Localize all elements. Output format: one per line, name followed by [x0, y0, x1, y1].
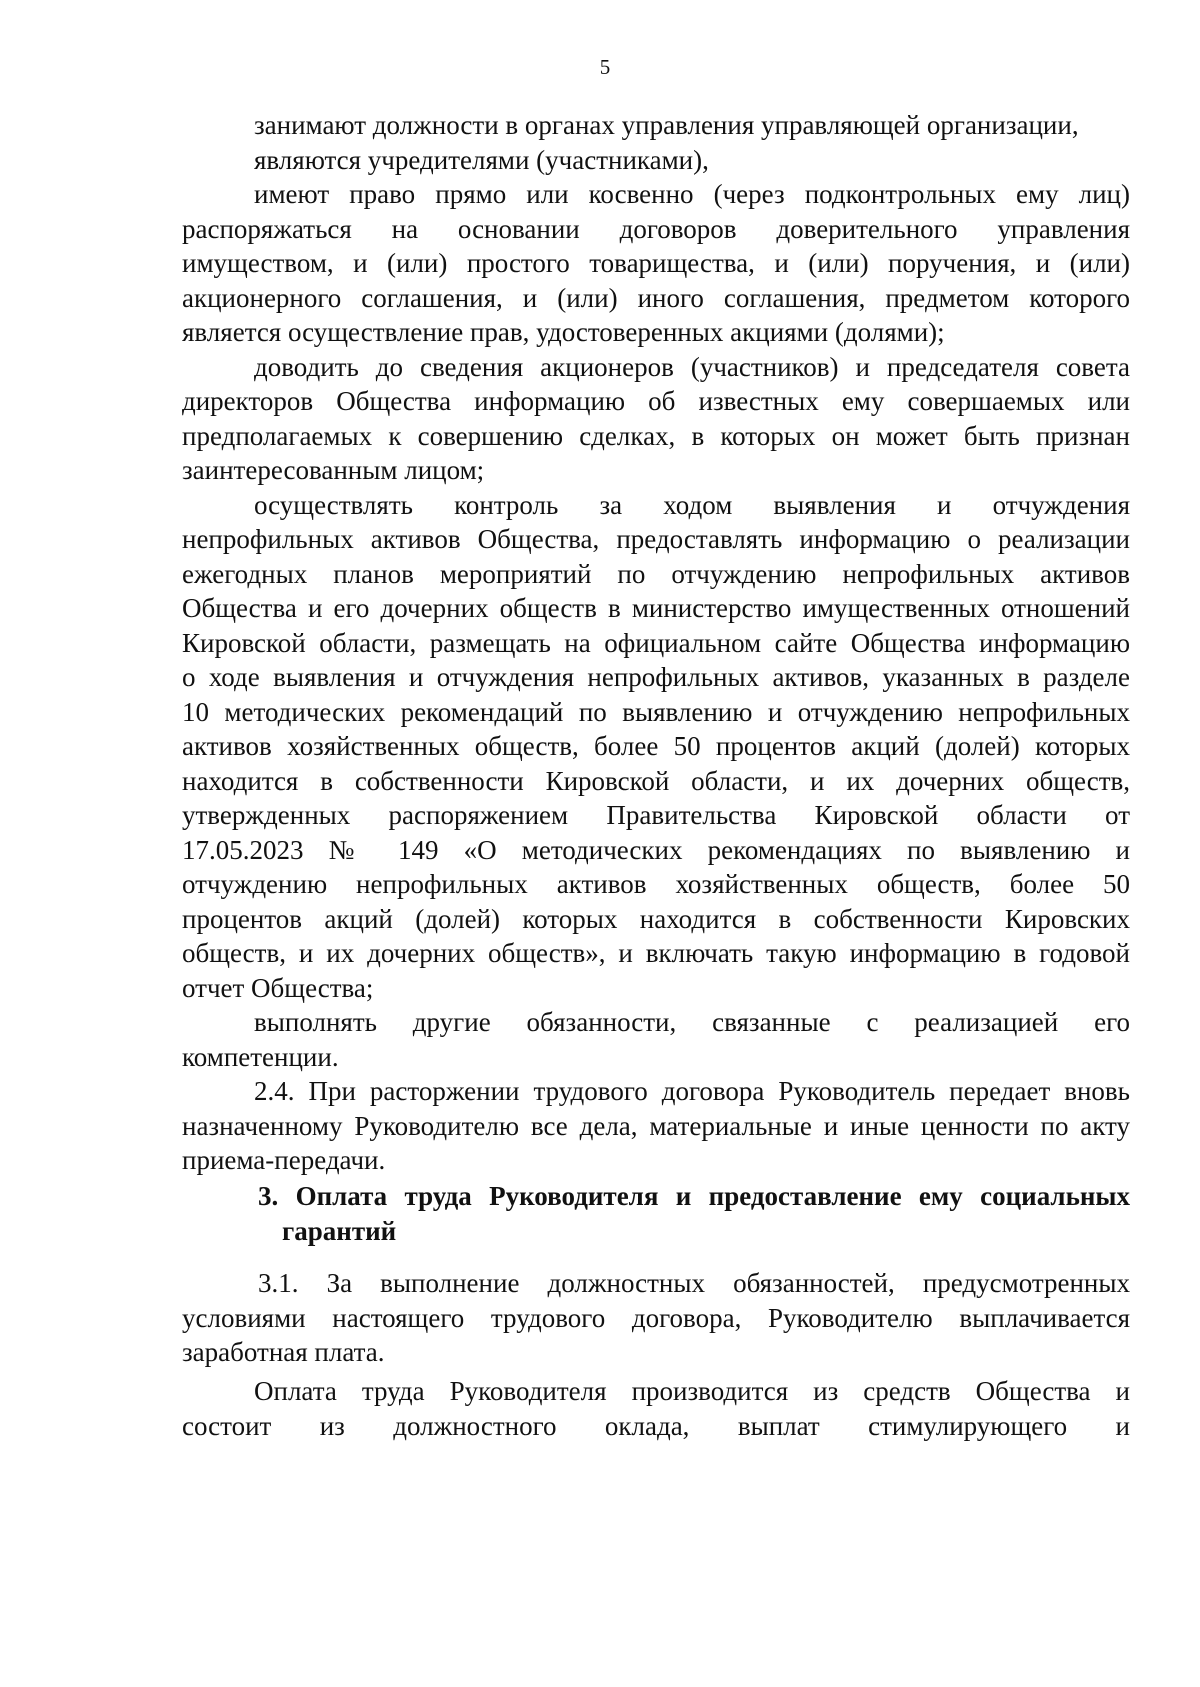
text-line: заработная плата.: [182, 1337, 385, 1367]
text-line: 3.1. За выполнение должностных обязанностей, предусмотренных: [258, 1268, 1130, 1298]
body-text-block-1: [182, 108, 1130, 1178]
text-line: акционерного соглашения, и (или) иного соглашения, предметом которого: [182, 282, 1130, 313]
text-line: отчуждению непрофильных активов хозяйственных обществ, более 50: [182, 869, 1130, 899]
text-line: 17.05.2023 № 149 «О методических рекомендациях по выявлению и: [182, 834, 1130, 865]
text-line: утвержденных распоряжением Правительства Кировской области от: [182, 800, 1130, 830]
text-line: отчет Общества;: [182, 972, 374, 1003]
text-line: назначенному Руководителю все дела, материальные и иные ценности по акту: [182, 1110, 1130, 1141]
text-line: 10 методических рекомендаций по выявлению и отчуждению непрофильных: [182, 696, 1130, 727]
text-line: находится в собственности Кировской области, и их дочерних обществ,: [182, 765, 1130, 796]
text-line: выполнять другие обязанности, связанные с реализацией его: [254, 1007, 1130, 1037]
body-text-block-3: [182, 1374, 1130, 1443]
text-line: непрофильных активов Общества, предоставлять информацию о реализации: [182, 524, 1130, 554]
section-heading-line: 3. Оплата труда Руководителя и предоставление ему социальных: [258, 1181, 1130, 1211]
text-line: Общества и его дочерних обществ в министерство имущественных отношений: [182, 593, 1130, 623]
page-number: 5: [599, 55, 611, 79]
text-line: состоит из должностного оклада, выплат стимулирующего и: [182, 1410, 1130, 1441]
text-line: директоров Общества информацию об известных ему совершаемых или: [182, 386, 1130, 416]
text-line: активов хозяйственных обществ, более 50 процентов акций (долей) которых: [182, 731, 1130, 761]
text-line: условиями настоящего трудового договора, Руководителю выплачивается: [182, 1302, 1130, 1333]
text-line: обществ, и их дочерних обществ», и включать такую информацию в годовой: [182, 938, 1130, 968]
text-line: Кировской области, размещать на официальном сайте Общества информацию: [182, 627, 1130, 658]
text-line: имеют право прямо или косвенно (через подконтрольных ему лиц): [254, 179, 1130, 209]
text-line: о ходе выявления и отчуждения непрофильных активов, указанных в разделе: [182, 662, 1130, 692]
text-line: Оплата труда Руководителя производится из средств Общества и: [254, 1376, 1130, 1406]
text-line: доводить до сведения акционеров (участников) и председателя совета: [254, 351, 1130, 382]
text-line: являются учредителями (участниками),: [254, 144, 709, 175]
text-line: процентов акций (долей) которых находится в собственности Кировских: [182, 903, 1130, 934]
text-line: ежегодных планов мероприятий по отчуждению непрофильных активов: [182, 558, 1130, 589]
text-line: распоряжаться на основании договоров доверительного управления: [182, 213, 1130, 244]
text-line: предполагаемых к совершению сделках, в которых он может быть признан: [182, 420, 1130, 451]
section-heading-line: гарантий: [282, 1215, 397, 1246]
text-line: заинтересованным лицом;: [182, 455, 485, 485]
text-line: компетенции.: [182, 1041, 339, 1072]
text-line: занимают должности в органах управления управляющей организации,: [254, 110, 1079, 140]
text-line: приема-передачи.: [182, 1145, 386, 1175]
text-line: осуществлять контроль за ходом выявления и отчуждения: [254, 489, 1130, 520]
body-text-block-2: [182, 1266, 1130, 1370]
text-line: 2.4. При расторжении трудового договора Руководитель передает вновь: [254, 1076, 1130, 1106]
text-line: является осуществление прав, удостоверенных акциями (долями);: [182, 317, 945, 347]
section-heading: [182, 1179, 1130, 1248]
text-line: имуществом, и (или) простого товарищества, и (или) поручения, и (или): [182, 248, 1130, 278]
